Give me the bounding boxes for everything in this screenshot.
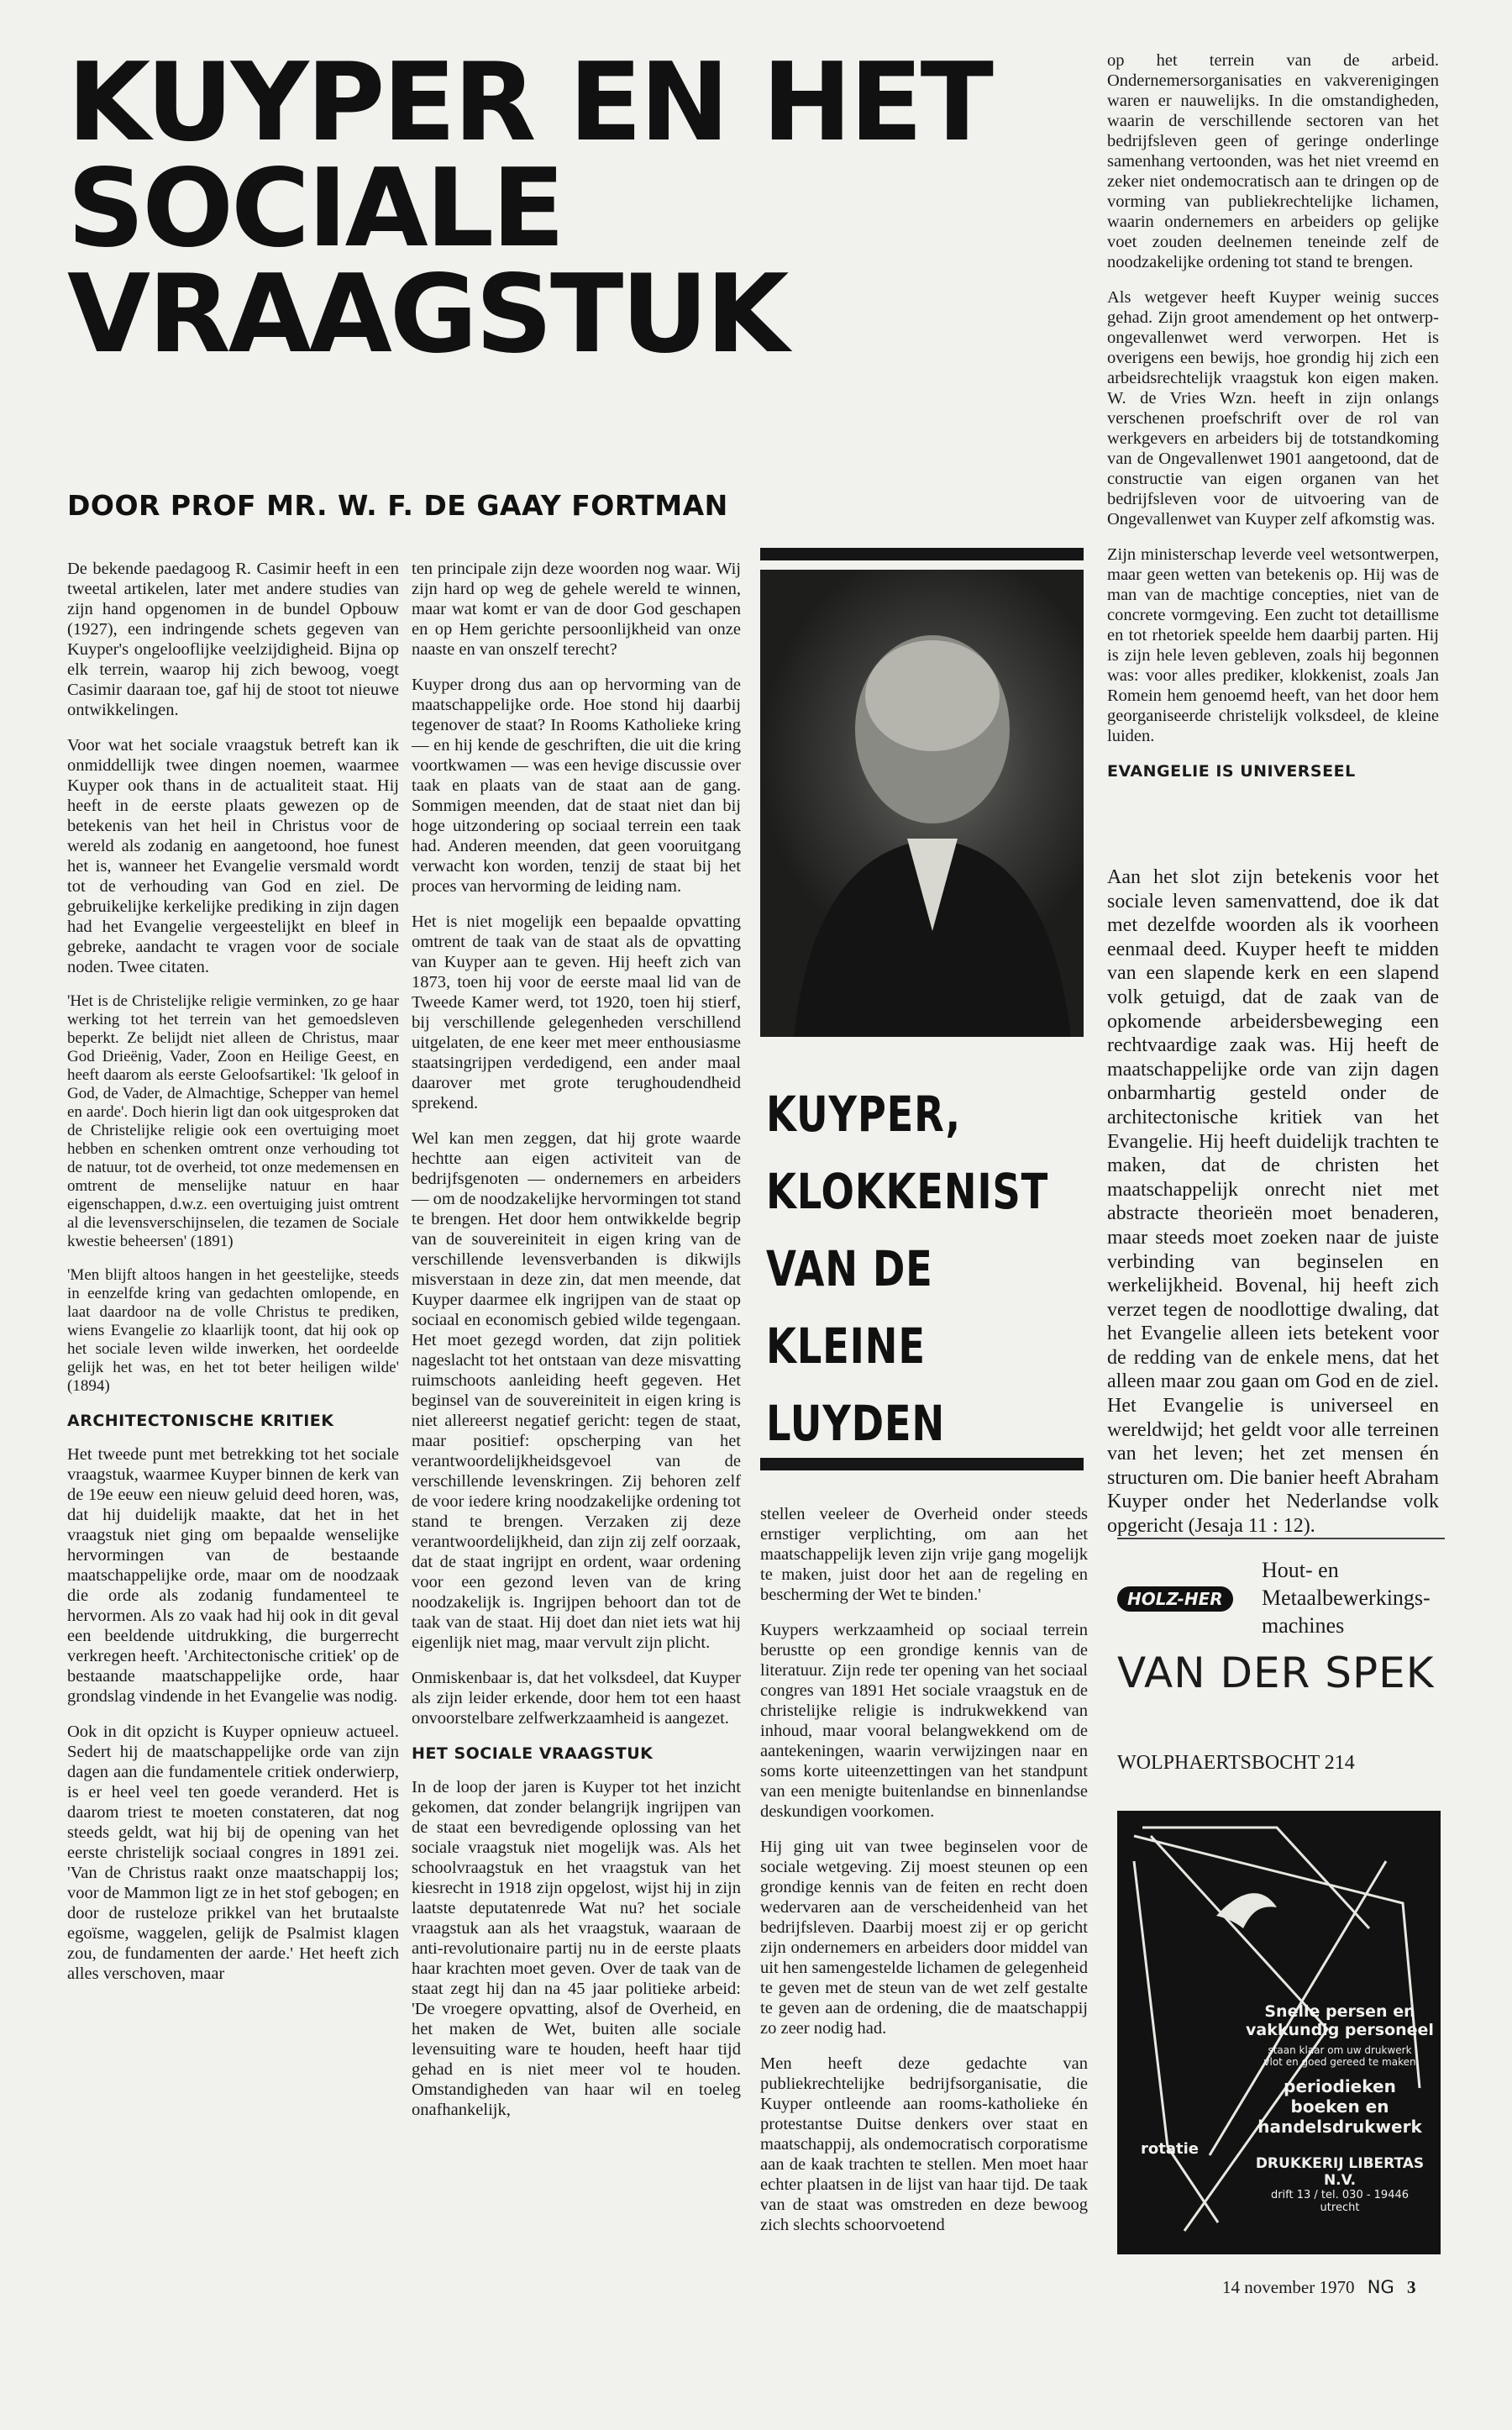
page-footer [1222, 2277, 1415, 2298]
paragraph: Men heeft deze gedachte van publiekrechtelijke bedrijfsorganisatie, die Kuyper ontleende aan rooms-katholieke én protestantse Duitse denkers over staat en maatschappij, als ondemocratisch corporatisme aan de kaak trachten te stellen. Men moet haar echter plaatsen in de lijst van haar tijd. De taak van de staat was omstreden en deze bewoog zich slechts schoorvoetend [760, 2054, 1088, 2234]
ad-line: vakkundig personeel [1246, 2021, 1434, 2039]
ad-line: periodieken [1284, 2076, 1396, 2096]
paragraph: stellen veeleer de Overheid onder steeds ernstiger verplichting, om aan het maatschappelijk leven zijn vrije gang mogelijk te maken, juist door het aan de regeling en bescherming der Wet te binden.' [760, 1505, 1088, 1604]
paragraph: ten principale zijn deze woorden nog waar. Wij zijn hard op weg de gehele wereld te winnen, maar wat komt er van de door God geschapen en op Hem gerichte persoonlijkheid van onze naaste en van onszelf terecht? [412, 560, 741, 659]
libertas-text [1243, 2002, 1436, 2214]
ad-address: drift 13 / tel. 030 - 19446 [1270, 2189, 1410, 2201]
feature-title-line: KLEINE [766, 1318, 926, 1375]
ad-line: boeken en [1290, 2096, 1389, 2117]
article-column-3 [760, 1504, 1088, 2277]
footer-date: 14 november 1970 [1222, 2277, 1355, 2297]
article-conclusion [1107, 865, 1439, 1538]
section-heading: HET SOCIALE VRAAGSTUK [412, 1744, 654, 1763]
portrait-photo-icon [760, 570, 1084, 1037]
paragraph: Onmiskenbaar is, dat het volksdeel, dat Kuyper als zijn leider erkende, door hem tot een haast onvoorstelbare zelfwerkzaamheid is aangezet. [412, 1669, 741, 1728]
ad-line: Snelle persen en [1264, 2002, 1415, 2021]
ad-product-lines [1262, 1556, 1431, 1639]
article-column-4 [1107, 50, 1439, 857]
feature-title-line: LUYDEN [766, 1395, 946, 1452]
ad-city: utrecht [1320, 2201, 1360, 2214]
byline: DOOR PROF MR. W. F. DE GAAY FORTMAN [67, 489, 728, 522]
headline-line: VRAAGSTUK [67, 252, 787, 377]
top-rule [760, 548, 1084, 560]
advertisement-van-der-spek [1117, 1554, 1445, 1774]
ad-divider [1117, 1538, 1445, 1539]
feature-title [766, 1076, 1049, 1462]
ad-line: Metaalbewerkings- [1262, 1586, 1431, 1610]
advertisement-libertas [1117, 1811, 1441, 2254]
quote: 'Het is de Christelijke religie verminken, zo ge haar werking tot het terrein van het gemoedsleven beperkt. Ze belijdt niet alleen de Christus, maar God Drieënig, Vader, Zoon en Heilige Geest, en heeft daarom als eerste Geloofsartikel: 'Ik geloof in God, de Vader, de Almachtige, Schepper van hemel en aarde'. Doch hierin ligt dan ook uitgesproken dat de Christelijke religie ook een overtuiging moet hebben en schenken omtrent onze verhouding tot de natuur, tot de overheid, tot onze medemensen en omtrent de menselijke natuur en haar eigenschappen, d.w.z. een overtuiging juist omtrent al die levensverschijnselen, die tezamen de Sociale kwestie beheersen' (1891) [67, 992, 399, 1250]
paragraph: Het is niet mogelijk een bepaalde opvatting omtrent de taak van de staat als de opvatting van Kuyper aan te geven. Hij heeft zich van 1873, toen hij voor de eerste maal lid van de Tweede Kamer werd, tot 1920, toen hij stierf, bij verschillende gelegenheden verschillend uitgelaten, de ene keer met meer enthousiasme staatsingrijpen verdedigend, een ander maal daarover met grote terughoudendheid sprekend. [412, 913, 741, 1112]
article-headline [67, 40, 1058, 377]
ad-company: VAN DER SPEK [1117, 1649, 1435, 1697]
bottom-rule [760, 1458, 1084, 1470]
ad-line: vlot en goed gereed te maken [1263, 2056, 1416, 2068]
ad-line: staan klaar om uw drukwerk [1268, 2044, 1412, 2056]
section-heading: ARCHITECTONISCHE KRITIEK [67, 1412, 334, 1430]
headline-line: SOCIALE [67, 146, 563, 271]
paragraph: In de loop der jaren is Kuyper tot het inzicht gekomen, dat zonder belangrijk ingrijpen van de staat een bevredigende oplossing van het sociale vraagstuk niet mogelijk was. Als het schoolvraagstuk en het vraagstuk van het kiesrecht in 1918 zijn opgelost, wijst hij in zijn laatste deputatenrede Wat nu? het sociale vraagstuk aan als het vraagstuk, waaraan de anti-revolutionaire partij nu in de eerste plaats haar krachten moet geven. Over de taak van de staat zegt hij dan na 45 jaar politieke arbeid: 'De vroegere opvatting, alsof de Overheid, en het maken de Wet, buiten alle sociale levensuiting ware te houden, heeft haar tijd gehad en is niet meer vol te houden. Omstandigheden van haar wil en toeleg onafhankelijk, [412, 1778, 741, 2119]
feature-title-line: VAN DE [766, 1240, 933, 1297]
article-column-2 [412, 559, 741, 2290]
paragraph: Zijn ministerschap leverde veel wetsontwerpen, maar geen wetten van betekenis op. Hij was de man van de machtige concepties, niet van de concrete vormgeving. Een zucht tot detaillisme en tot rhetoriek speelde hem daarbij parten. Hij is zijn hele leven gebleven, zoals hij begonnen was: voor alles prediker, klokkenist, zoals Jan Romein hem genoemd heeft, van het door hem georganiseerde christelijk volksdeel, de kleine luiden. [1107, 545, 1439, 745]
paragraph: Ook in dit opzicht is Kuyper opnieuw actueel. Sedert hij de maatschappelijke orde van zijn dagen aan die fundamentele critiek onderwierp, is er heel veel ten goede veranderd. Het is daarom triest te moeten constateren, dat nog steeds geldt, wat hij bij de opening van het eerste christelijk sociaal congres in 1891 zei. 'Van de Christus raakt onze maatschappij los; voor de Mammon ligt ze in het stof gebogen; en door de rusteloze prikkel van het brutaalste egoïsme, waggelen, gelijk de Psalmist klagen zou, de fundamenten der aarde.' Het heeft zich alles verschoven, maar [67, 1723, 399, 1983]
footer-publication: NG [1367, 2277, 1394, 2297]
paragraph: Hij ging uit van twee beginselen voor de sociale wetgeving. Zij moest steunen op een grondige kennis van de feiten en recht doen wedervaren aan de verscheidenheid van het bedrijfsleven. Daarbij moest zij er op gericht zijn ondernemers en arbeiders door middel van uit hen samengestelde lichamen de gelegenheid te geven met de steun van de wet zelf gestalte te geven aan de ordening, die de maatschappij zo zeer nodig had. [760, 1838, 1088, 2038]
ad-side-label: rotatie [1141, 2140, 1199, 2158]
feature-title-line: KLOKKENIST [766, 1163, 1049, 1220]
paragraph: Kuyper drong dus aan op hervorming van de maatschappelijke orde. Hoe stond hij daarbij tegenover de staat? In Rooms Katholieke kring — en hij kende de geschriften, die uit die kring voortkwamen — was een hevige discussie over taak en plaats van de staat aan de gang. Sommigen meenden, dat de staat niet dan bij hoge uitzondering op sociaal terrein een taak had. Anderen meenden, dat geen vooruitgang verwacht kon worden, tenzij de staat bij het proces van hervorming de leiding nam. [412, 676, 741, 896]
quote: 'Men blijft altoos hangen in het geestelijke, steeds in eenzelfde kring van gedachten omlopende, en laat daardoor na de volle Christus te prediken, wiens Evangelie zo klaarlijk toont, dat hij ook op het sociale leven wilde inwerken, het oordeelde gelijk het was, en het tot beter heiligen wilde' (1894) [67, 1266, 399, 1395]
portrait-photo [760, 570, 1084, 1037]
ad-address-line: WOLPHAERTSBOCHT 214 [1117, 1752, 1355, 1774]
ad-line: machines [1262, 1613, 1345, 1638]
paragraph: Als wetgever heeft Kuyper weinig succes gehad. Zijn groot amendement op het ontwerp-ongevallenwet werd verworpen. Het is overigens een bewijs, hoe grondig hij zich een arbeidsrechtelijk vraagstuk kon eigen maken. W. de Vries Wzn. heeft in zijn onlangs verschenen proefschrift over de rol van werkgevers en arbeiders bij de totstandkoming van de Ongevallenwet 1901 aangetoond, dat de constructie van eigen organen van het bedrijfsleven voor de uitvoering van de Ongevallenwet van Kuyper zelf afkomstig was. [1107, 288, 1439, 529]
section-heading: EVANGELIE IS UNIVERSEEL [1107, 762, 1356, 781]
article-column-1 [67, 559, 399, 2290]
paragraph: Aan het slot zijn betekenis voor het sociale leven samenvattend, doe ik dat met dezelfde woorden als ik voorheen eenmaal deed. Kuyper heeft te midden van een slapende kerk en een slapend volk getuigd, dat de zaak van de opkomende arbeidersbeweging een rechtvaardige zaak was. Hij heeft de maatschappelijke orde van zijn dagen onbarmhartig gesteld onder de architectonische kritiek van het Evangelie. Hij heeft duidelijk trachten te maken, dat de christen het maatschappelijk onrecht niet met abstracte theorieën moet benaderen, maar steeds moet zoeken naar de juiste verbinding van beginselen en werkelijkheid. Bovenal, hij heeft zich verzet tegen de noodlottige dwaling, dat het Evangelie alleen iets betekent voor de redding van de enkele mens, dat het alleen maar zou gaan om God en de ziel. Het Evangelie is universeel en wereldwijd; het geldt voor alle terreinen van het leven; het zet mensen én structuren om. Die banier heeft Abraham Kuyper onder het Nederlandse volk opgericht (Jesaja 11 : 12). [1107, 866, 1439, 1538]
feature-title-line: KUYPER, [766, 1086, 961, 1143]
paragraph: De bekende paedagoog R. Casimir heeft in een tweetal artikelen, later met andere studies van zijn hand opgenomen in de bundel Opbouw (1927), een indringende schets gegeven van Kuyper's ongelooflijke veelzijdigheid. Bijna op elk terrein, waarop hij zich bewoog, voegt Casimir daaraan toe, gaf hij de stoot tot nieuwe ontwikkelingen. [67, 560, 399, 719]
ad-company: DRUKKERIJ LIBERTAS N.V. [1255, 2155, 1425, 2189]
page-number: 3 [1406, 2277, 1416, 2297]
ad-line: handelsdrukwerk [1257, 2117, 1422, 2137]
paragraph: Wel kan men zeggen, dat hij grote waarde hechtte aan eigen activiteit van de bedrijfsgenoten — ondernemers en arbeiders — om de noodzakelijke hervormingen tot stand te brengen. Het door hem ontwikkelde begrip van de souvereiniteit in eigen kring van de verschillende levensverbanden is dikwijls misverstaan in deze zin, dat men meende, dat Kuyper daarmee elk ingrijpen van de staat op sociaal en economisch gebied wilde tegengaan. Het moet gezegd worden, dat zijn politiek nageslacht tot het ontstaan van deze misvatting ruimschoots aanleiding heeft gegeven. Het beginsel van de souvereiniteit in eigen kring is niet allereerst negatief gericht: tegen de staat, maar positief: opscherping van het verantwoordelijkheidsgevoel van de verschillende levenskringen. Zij behoren zelf de voor iedere kring noodzakelijke ordening tot stand te brengen. Verzaken zij deze verantwoordelijkheid, dan zijn zij zelf oorzaak, dat de staat ingrijpt en ordent, waar ordening voor een gezond leven van de kring noodzakelijk is. Ingrijpen behoort dan tot de taak van de staat. Hij doet dan niet iets wat hij eigenlijk niet mag, maar vervult zijn plicht. [412, 1129, 741, 1652]
holz-her-logo: HOLZ-HER [1117, 1586, 1233, 1612]
paragraph: Het tweede punt met betrekking tot het sociale vraagstuk, waarmee Kuyper binnen de kerk van de 19e eeuw een nieuw geluid deed horen, was, dat hij duidelijk maakte, dat het in het vraagstuk niet ging om bepaalde wenselijke hervormingen van de bestaande maatschappelijke orde, maar om de noodzaak die orde als zodanig fundamenteel te hervormen. Als zo vaak had hij ook in dit geval een beeldende uitdrukking, die burgerrecht verkregen heeft. 'Architectonische critiek' op de bestaande maatschappelijke orde, haar grondslag vindende in het Evangelie was nodig. [67, 1445, 399, 1706]
ad-line: Hout- en [1262, 1558, 1339, 1582]
paragraph: op het terrein van de arbeid. Ondernemersorganisaties en vakverenigingen waren er nauwelijks. In die omstandigheden, waarin de verschillende sectoren van het bedrijfsleven geen of geringe onderlinge samenhang vertoonden, was het niet vreemd en zeker niet ondemocratisch aan te dringen op de vorming van publiekrechtelijke lichamen, waarin ondernemers en arbeiders op gelijke voet zouden deelnemen teneinde zelf de noodzakelijke ordening tot stand te brengen. [1107, 51, 1439, 271]
paragraph: Voor wat het sociale vraagstuk betreft kan ik onmiddellijk twee dingen noemen, waarmee Kuyper ook thans in de actualiteit staat. Hij heeft in de eerste plaats gewezen op de betekenis van het heil in Christus voor de wereld als zodanig en aangetoond, hoe funest het is, wanneer het Evangelie versmald wordt tot de verhouding van God en ziel. De gebruikelijke kerkelijke prediking in zijn dagen had het Evangelie vergeestelijkt en bleef in gebreke, aandacht te vragen voor de sociale noden. Twee citaten. [67, 736, 399, 976]
headline-line: KUYPER EN HET [67, 40, 991, 166]
paragraph: Kuypers werkzaamheid op sociaal terrein berustte op een grondige kennis van de literatuur. Zijn rede ter opening van het sociaal congres van 1891 Het sociale vraagstuk en de christelijke religie is indrukwekkend van inhoud, maar vooral belangwekkend om de aantekeningen, waarin verwijzingen naar en soms korte uiteenzettingen van het standpunt van een menigte buitenlandse en binnenlandse deskundigen voorkomen. [760, 1621, 1088, 1821]
